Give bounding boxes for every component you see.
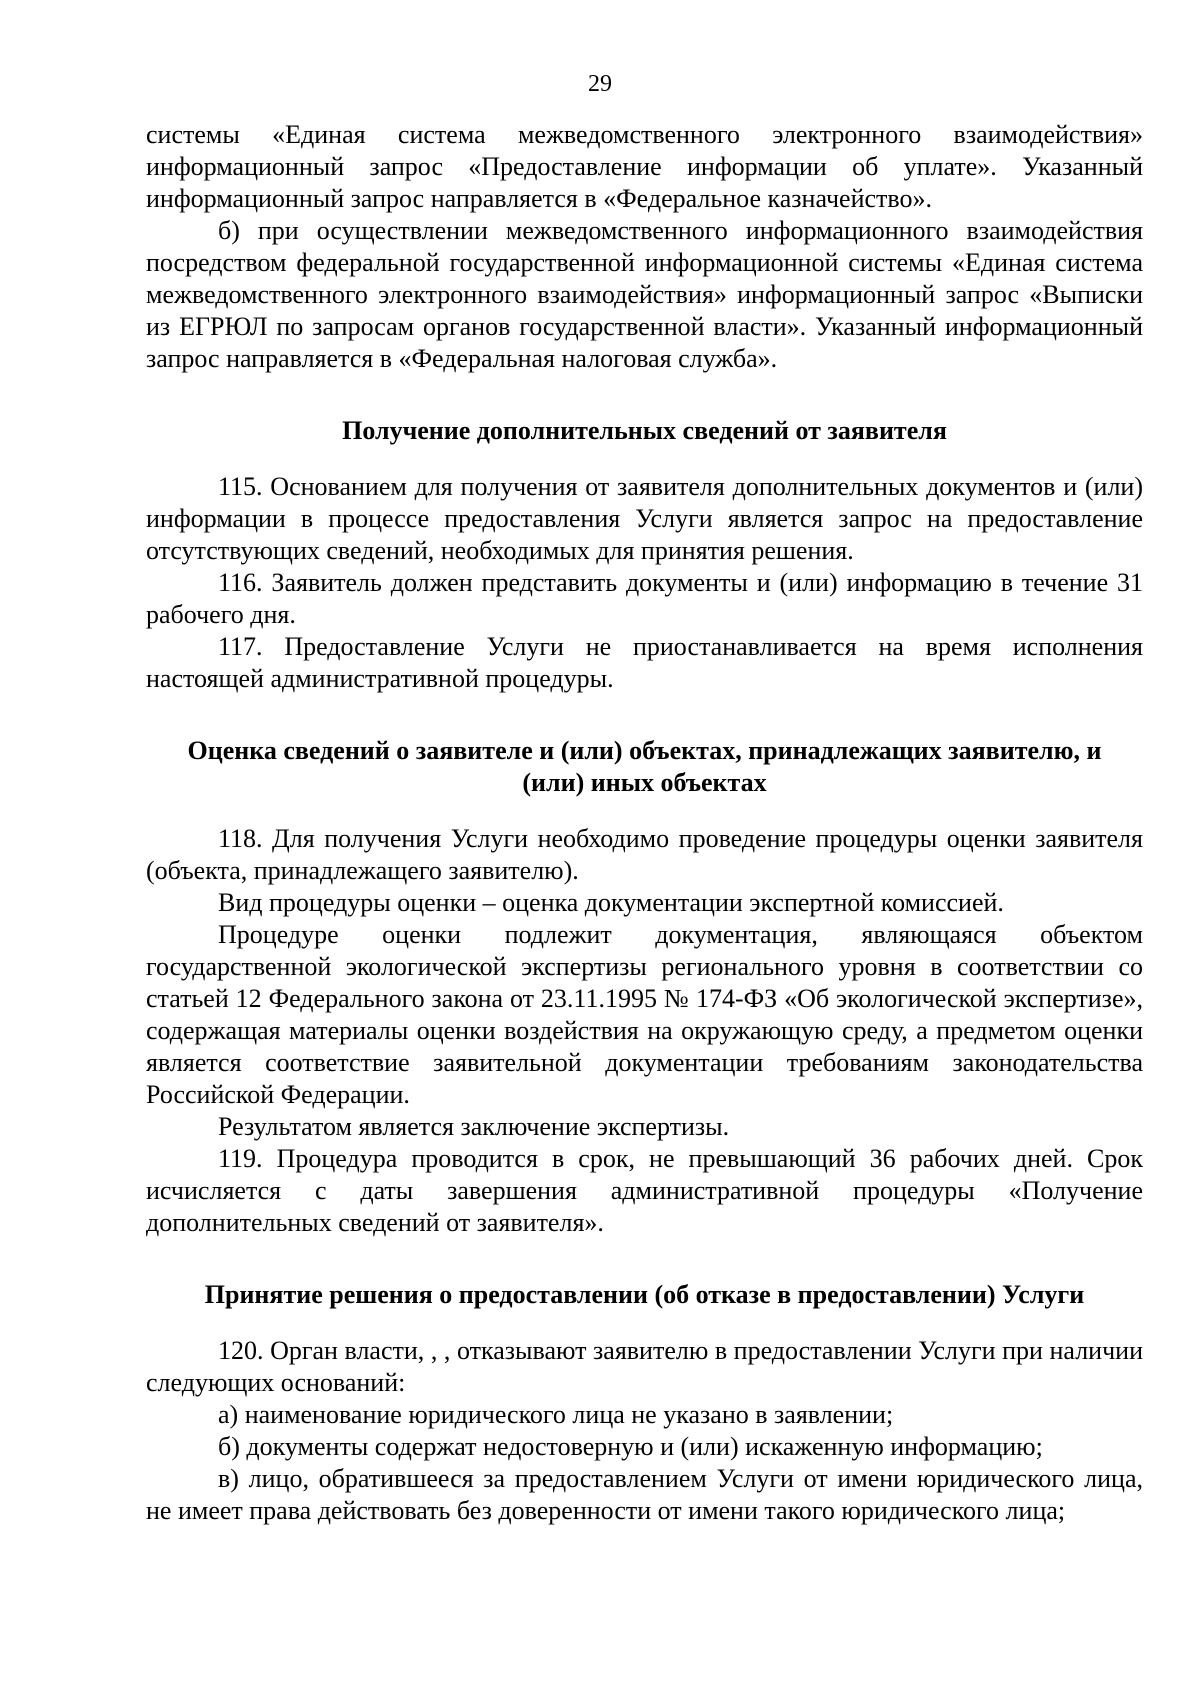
section-heading-additional-info: Получение дополнительных сведений от заявителя [342,416,947,445]
paragraph: б) при осуществлении межведомственного информационного взаимодействия посредством федеральной государственной информационной системы «Единая система межведомственного электронного взаимодействия» информационный запрос «Выписки из ЕГРЮЛ по запросам органов государственной власти». Указанный информационный запрос направляется в «Федеральная налоговая служба». [146,216,1143,373]
paragraph-117: 117. Предоставление Услуги не приостанавливается на время исполнения настоящей административной процедуры. [146,632,1143,693]
page-number: 29 [588,71,612,97]
list-item-b: б) документы содержат недостоверную и (или) искаженную информацию; [218,1432,1043,1461]
section-heading-assessment-line1: Оценка сведений о заявителе и (или) объектах, принадлежащих заявителю, и [187,736,1102,765]
section-heading-assessment [146,735,1143,799]
paragraph-115: 115. Основанием для получения от заявителя дополнительных документов и (или) информации в процессе предоставления Услуги является запрос на предоставление отсутствующих сведений, необходимых для принятия решения. [146,472,1143,565]
paragraph: Процедуре оценки подлежит документация, являющаяся объектом государственной экологической экспертизы регионального уровня в соответствии со статьей 12 Федерального закона от 23.11.1995 № 174-ФЗ «Об экологической экспертизе», содержащая материалы оценки воздействия на окружающую среду, а предметом оценки является соответствие заявительной документации требованиям законодательства Российской Федерации. [146,920,1143,1109]
paragraph-120: 120. Орган власти, , , отказывают заявителю в предоставлении Услуги при наличии следующих оснований: [146,1336,1143,1397]
paragraph: Вид процедуры оценки – оценка документации экспертной комиссией. [218,888,1004,917]
paragraph-116: 116. Заявитель должен представить документы и (или) информацию в течение 31 рабочего дня. [146,568,1143,629]
paragraph: системы «Единая система межведомственного электронного взаимодействия» информационный запрос «Предоставление информации об уплате». Указанный информационный запрос направляется в «Федеральное казначейство». [146,120,1143,213]
paragraph: Результатом является заключение экспертизы. [218,1112,730,1141]
document-body [146,119,1143,1527]
paragraph-118: 118. Для получения Услуги необходимо проведение процедуры оценки заявителя (объекта, принадлежащего заявителю). [146,824,1143,885]
paragraph-119: 119. Процедура проводится в срок, не превышающий 36 рабочих дней. Срок исчисляется с даты завершения административной процедуры «Получение дополнительных сведений от заявителя». [146,1144,1143,1237]
section-heading-assessment-line2: (или) иных объектах [522,768,767,797]
section-heading-decision: Принятие решения о предоставлении (об отказе в предоставлении) Услуги [204,1280,1085,1309]
list-item-a: а) наименование юридического лица не указано в заявлении; [218,1400,894,1429]
list-item-c: в) лицо, обратившееся за предоставлением Услуги от имени юридического лица, не имеет права действовать без доверенности от имени такого юридического лица; [146,1464,1143,1525]
